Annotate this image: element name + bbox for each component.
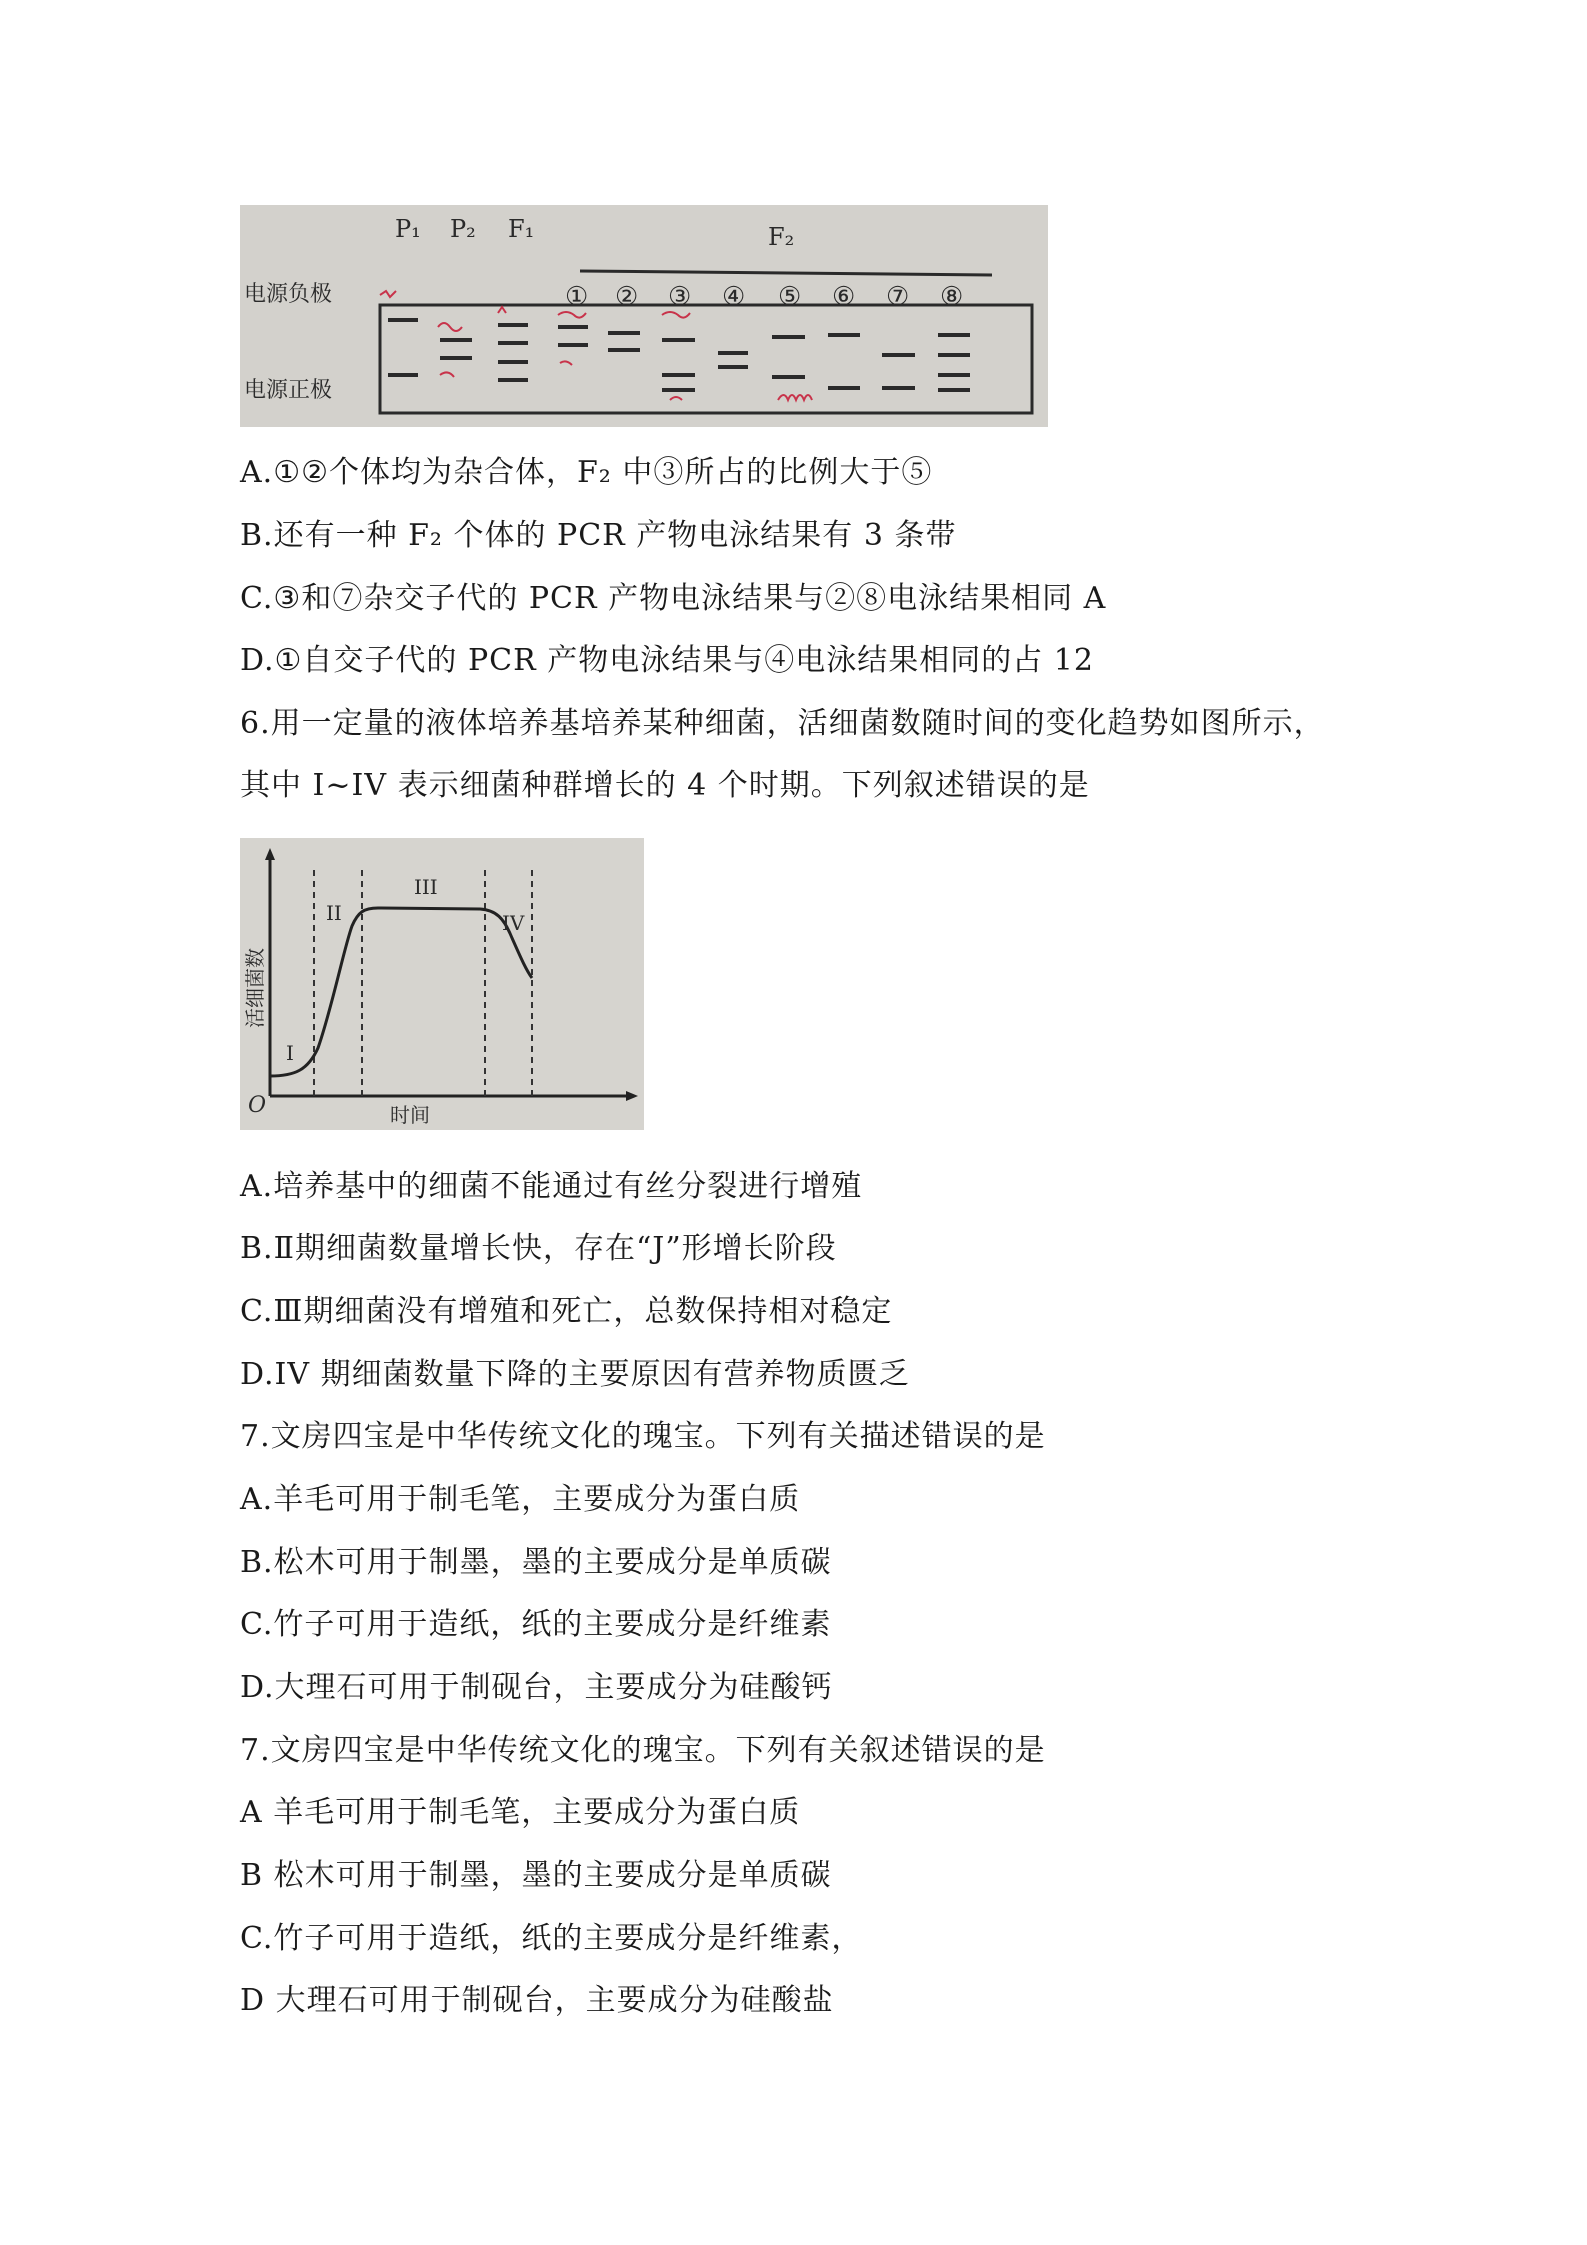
phase-label-iii: III	[414, 875, 438, 899]
q7b-option-c: C.竹子可用于造纸，纸的主要成分是纤维素，	[240, 1921, 863, 1956]
lane-number-5: ⑤	[778, 282, 802, 312]
q5-option-b: B.还有一种 F₂ 个体的 PCR 产物电泳结果有 3 条带	[240, 518, 957, 553]
q5-option-d: D.①自交子代的 PCR 产物电泳结果与④电泳结果相同的占 12	[240, 643, 1094, 678]
q6-option-a: A.培养基中的细菌不能通过有丝分裂进行增殖	[240, 1169, 863, 1204]
lane-number-6: ⑥	[832, 282, 856, 312]
q7a-option-c: C.竹子可用于造纸，纸的主要成分是纤维素	[240, 1607, 832, 1642]
q6-option-c: C.Ⅲ期细菌没有增殖和死亡，总数保持相对稳定	[240, 1294, 893, 1329]
q7a-option-d: D.大理石可用于制砚台，主要成分为硅酸钙	[240, 1670, 833, 1705]
lane-number-7: ⑦	[886, 282, 910, 312]
phase-label-iv: IV	[502, 911, 525, 935]
q7b-stem: 7.文房四宝是中华传统文化的瑰宝。下列有关叙述错误的是	[240, 1733, 1046, 1768]
gel-electrophoresis-figure	[240, 205, 1048, 427]
growth-curve-chart	[240, 838, 644, 1130]
gel-diagram	[240, 205, 1048, 427]
q6-option-d: D.IV 期细菌数量下降的主要原因有营养物质匮乏	[240, 1357, 910, 1392]
phase-label-ii: II	[326, 901, 342, 925]
label-negative-pole: 电源负极	[244, 282, 333, 307]
q5-option-a: A.①②个体均为杂合体，F₂ 中③所占的比例大于⑤	[240, 455, 933, 490]
q7b-option-a: A 羊毛可用于制毛笔，主要成分为蛋白质	[240, 1795, 801, 1830]
label-f2: F₂	[768, 223, 795, 251]
lane-number-3: ③	[668, 282, 692, 312]
y-axis-label: 活细菌数	[243, 948, 267, 1028]
label-positive-pole: 电源正极	[244, 378, 333, 403]
q7a-option-a: A.羊毛可用于制毛笔，主要成分为蛋白质	[240, 1482, 801, 1517]
phase-label-i: I	[286, 1041, 294, 1065]
q7b-option-b: B 松木可用于制墨，墨的主要成分是单质碳	[240, 1858, 832, 1893]
growth-curve-figure	[240, 838, 644, 1130]
q7a-stem: 7.文房四宝是中华传统文化的瑰宝。下列有关描述错误的是	[240, 1419, 1046, 1454]
label-p2: P₂	[450, 215, 476, 243]
q6-stem-line2: 其中 I~IV 表示细菌种群增长的 4 个时期。下列叙述错误的是	[240, 768, 1090, 803]
label-p1: P₁	[395, 215, 421, 243]
q6-option-b: B.Ⅱ期细菌数量增长快，存在“J”形增长阶段	[240, 1231, 837, 1266]
lane-number-4: ④	[722, 282, 746, 312]
q7a-option-b: B.松木可用于制墨，墨的主要成分是单质碳	[240, 1545, 832, 1580]
q6-stem-line1: 6.用一定量的液体培养基培养某种细菌，活细菌数随时间的变化趋势如图所示，	[240, 706, 1325, 741]
q7b-option-d: D 大理石可用于制砚台，主要成分为硅酸盐	[240, 1983, 834, 2018]
x-axis-label: 时间	[390, 1103, 430, 1127]
label-f1: F₁	[508, 215, 535, 243]
lane-number-8: ⑧	[940, 282, 964, 312]
lane-number-1: ①	[565, 282, 589, 312]
origin-label: O	[248, 1093, 267, 1118]
lane-number-2: ②	[615, 282, 639, 312]
q5-option-c: C.③和⑦杂交子代的 PCR 产物电泳结果与②⑧电泳结果相同 A	[240, 581, 1107, 616]
